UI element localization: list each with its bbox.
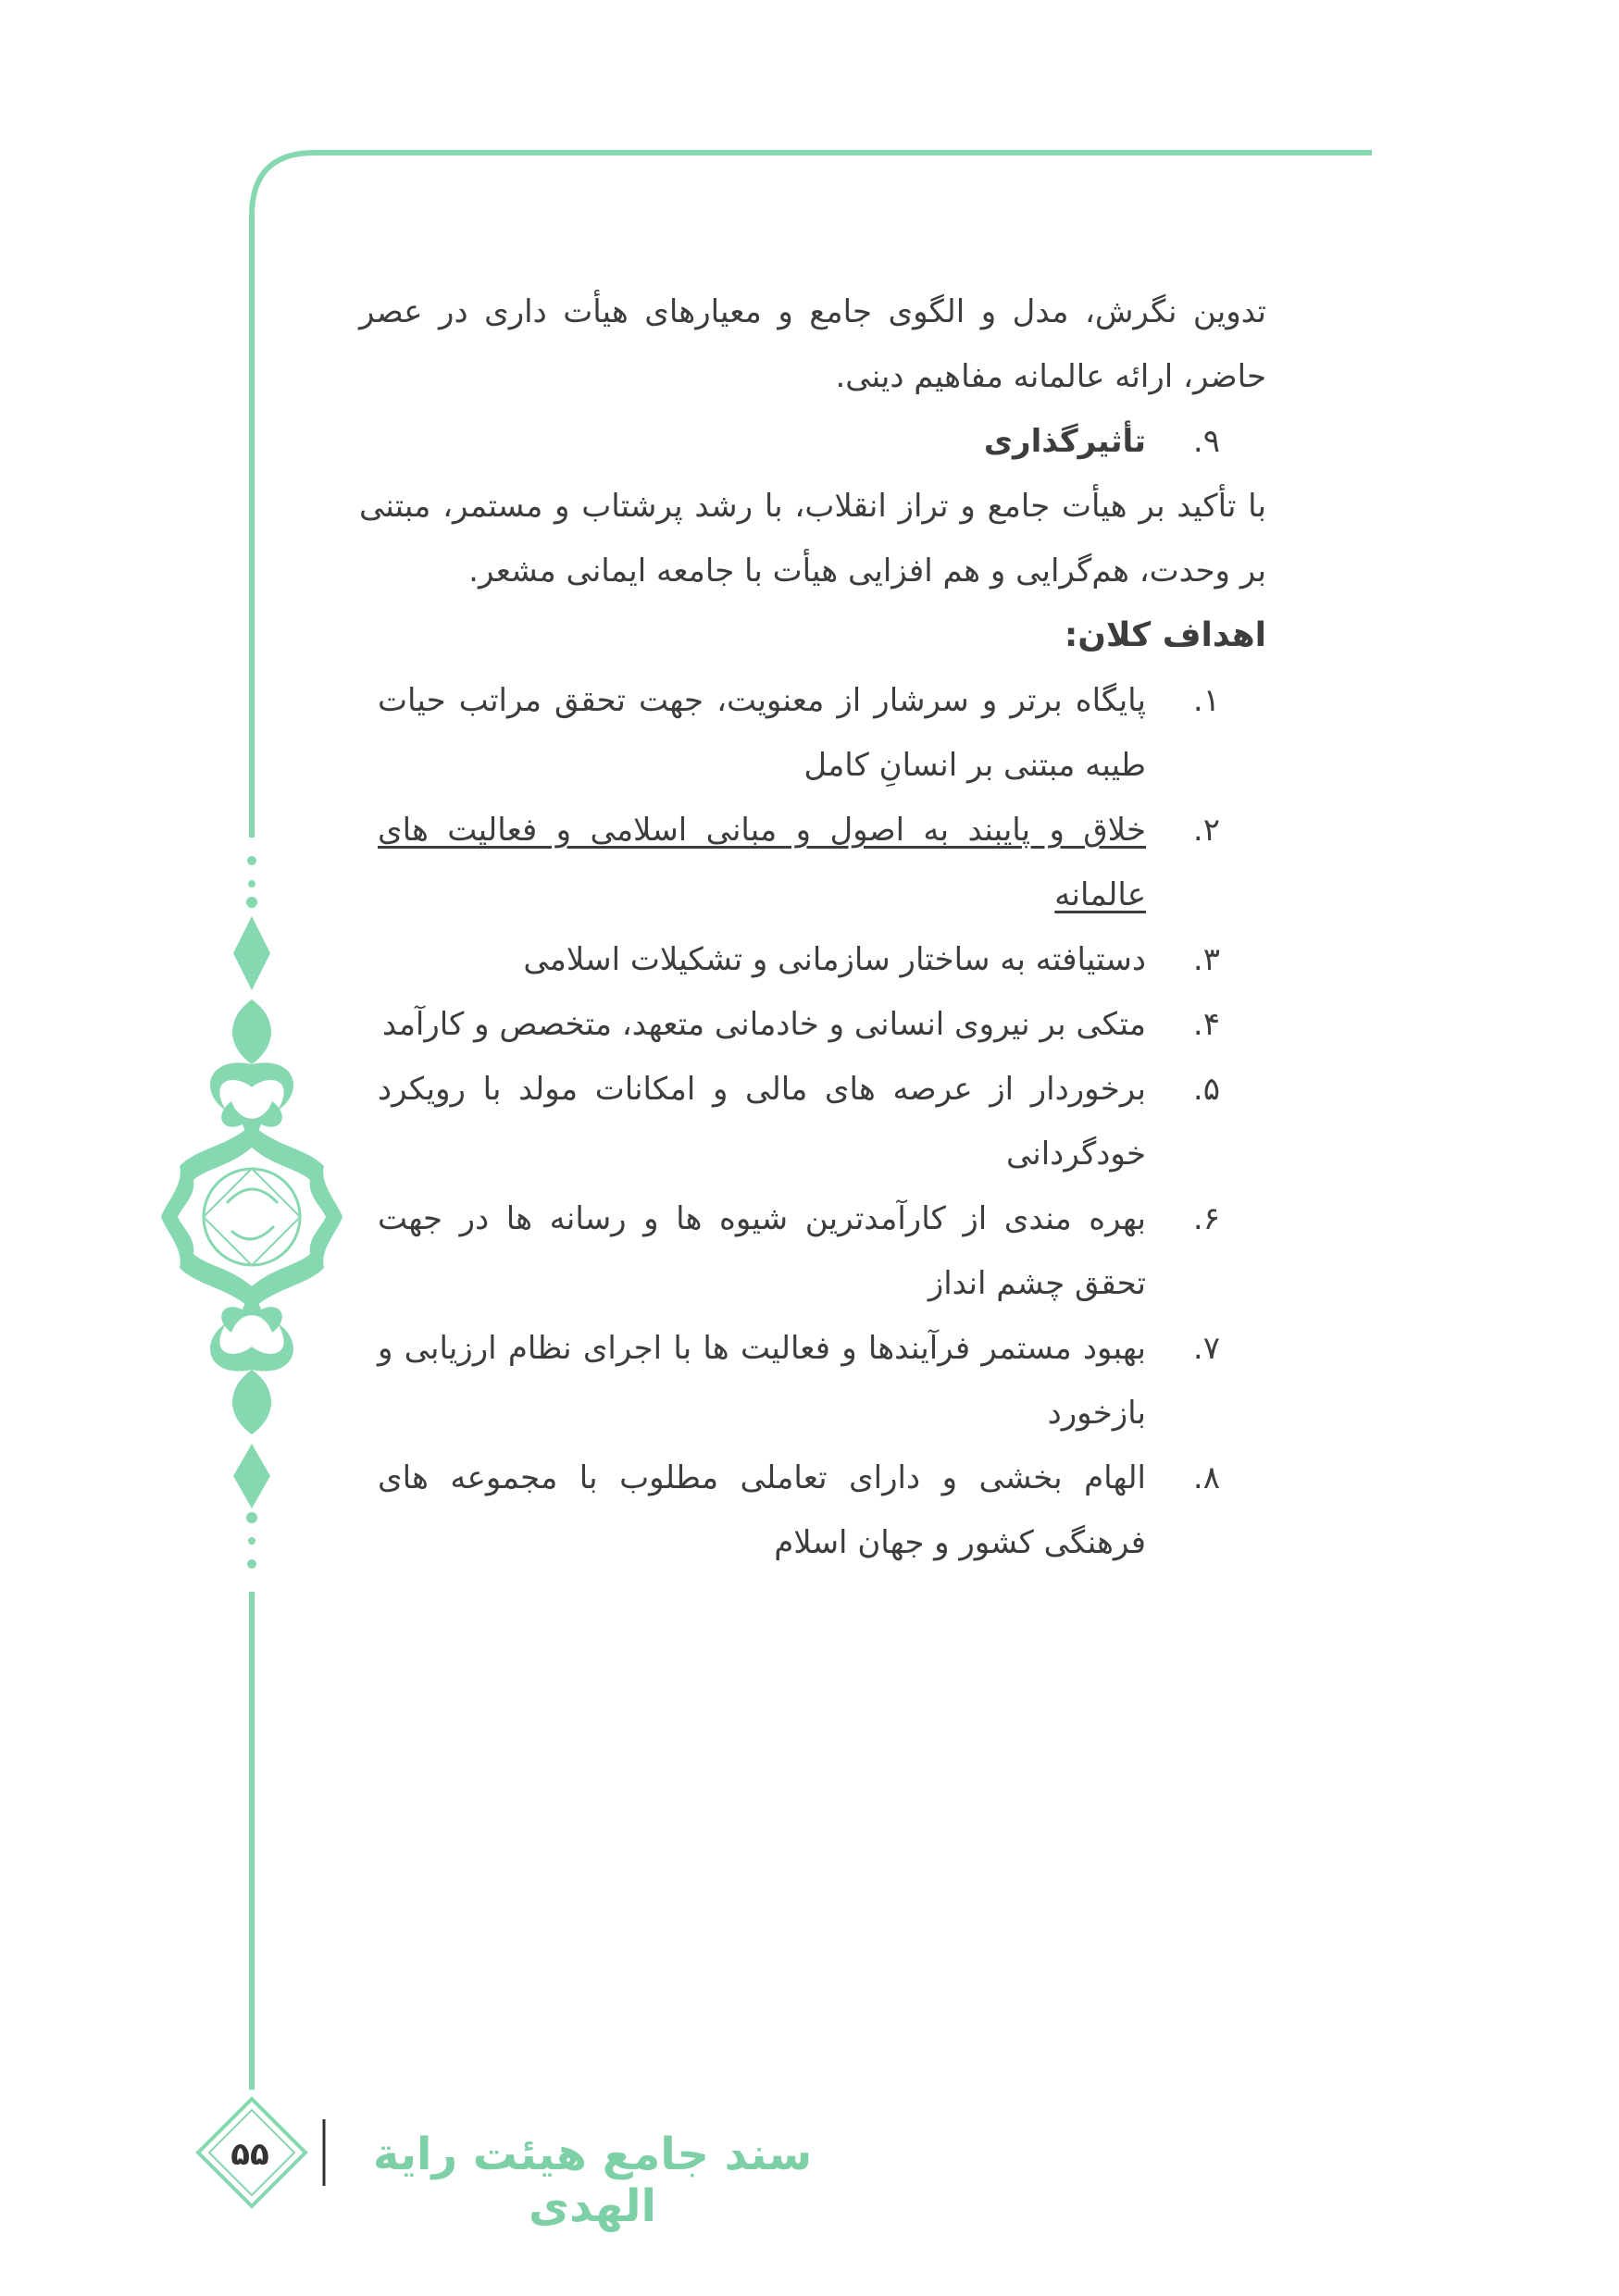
list-item (359, 1446, 1266, 1575)
page-content (359, 279, 1266, 1575)
list-text: برخوردار از عرصه های مالی و امکانات مولد با رویکرد خودگردانی (378, 1071, 1146, 1173)
list-number: ۴. (1192, 1006, 1220, 1043)
list-number: ۷. (1192, 1330, 1220, 1367)
section-heading: تأثیرگذاری (983, 423, 1146, 460)
list-text: متکی بر نیروی انسانی و خادمانی متعهد، متخصص و کارآمد (381, 1006, 1146, 1043)
list-text: خلاق و پایبند به اصول و مبانی اسلامی و فعالیت های عالمانه (378, 812, 1146, 913)
page-number: ۵۵ (230, 2136, 269, 2173)
list-number: ۹. (1192, 423, 1220, 460)
list-number: ۱. (1192, 682, 1220, 719)
document-title: سند جامع هیئت رایة الهدی (372, 2128, 813, 2232)
medallion-ornament (161, 1124, 342, 1309)
arabesque-ornament-bottom (210, 1286, 293, 1508)
list-item (359, 1186, 1266, 1316)
list-item (359, 992, 1266, 1057)
list-item (359, 668, 1266, 798)
list-item-9 (359, 409, 1266, 474)
intro-paragraph: تدوین نگرش، مدل و الگوی جامع و معیارهای هیأت داری در عصر حاضر، ارائه عالمانه مفاهیم دینی. (359, 293, 1266, 395)
goals-heading: اهداف کلان: (1064, 616, 1266, 654)
list-text: دستیافته به ساختار سازمانی و تشکیلات اسلامی (523, 941, 1146, 978)
arabesque-ornament-top (210, 916, 293, 1148)
list-item (359, 927, 1266, 992)
list-text: پایگاه برتر و سرشار از معنویت، جهت تحقق مراتب حیات طیبه مبتنی بر انسانِ کامل (378, 682, 1146, 784)
list-text: بهره مندی از کارآمدترین شیوه ها و رسانه ها در جهت تحقق چشم انداز (378, 1200, 1146, 1302)
list-item (359, 798, 1266, 927)
list-item (359, 1316, 1266, 1446)
list-text: الهام بخشی و دارای تعاملی مطلوب با مجموعه های فرهنگی کشور و جهان اسلام (378, 1459, 1146, 1561)
list-number: ۵. (1192, 1071, 1220, 1108)
list-number: ۳. (1192, 941, 1220, 978)
list-text: بهبود مستمر فرآیندها و فعالیت ها با اجرای نظام ارزیابی و بازخورد (378, 1330, 1146, 1432)
goals-list (359, 668, 1266, 1575)
list-number: ۲. (1192, 812, 1220, 849)
list-item (359, 1057, 1266, 1186)
item9-paragraph: با تأکید بر هیأت جامع و تراز انقلاب، با رشد پرشتاب و مستمر، مبتنی بر وحدت، هم‌گرایی و هم افزایی هیأت با جامعه ایمانی مشعر. (359, 488, 1266, 590)
list-number: ۸. (1192, 1459, 1220, 1496)
list-number: ۶. (1192, 1200, 1220, 1237)
